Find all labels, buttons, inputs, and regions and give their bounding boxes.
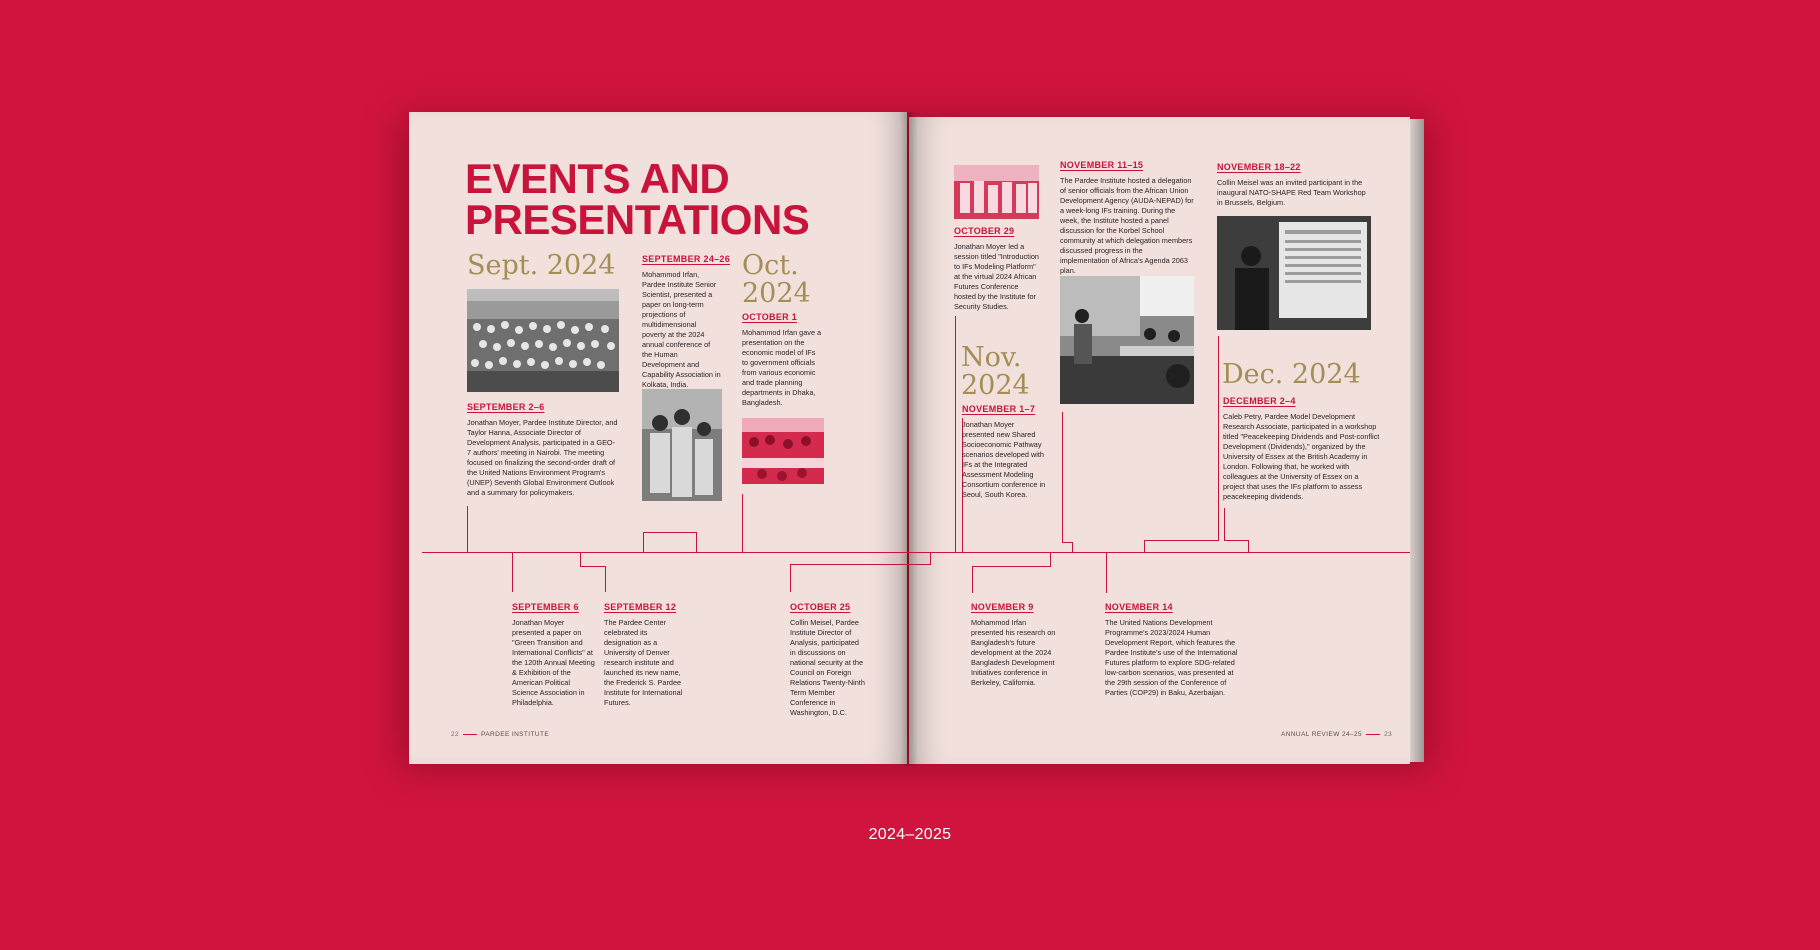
connector-dec-b	[1224, 540, 1248, 541]
connector-nov9-c	[972, 566, 973, 593]
connector-nov9-b	[972, 566, 1051, 567]
timeline-axis	[422, 552, 1410, 553]
connector-sep24-b	[643, 532, 696, 533]
event-text-nov9: Mohammod Irfan presented his research on Bangladesh's future development at the 2024 Bangladesh Development Initiatives conference in Berkeley, California.	[971, 618, 1056, 687]
connector-sep24-c	[696, 532, 697, 552]
folio-right-rule	[1366, 734, 1380, 735]
connector-dec-a	[1224, 508, 1225, 540]
event-text-sep6: Jonathan Moyer presented a paper on "Green Transition and International Conflicts" at the 120th Annual Meeting & Exhibition of the American Political Science Association in Philadelphia.	[512, 618, 595, 707]
page-title	[465, 155, 810, 243]
connector-sep6	[512, 552, 513, 592]
folio-right	[1281, 731, 1392, 738]
event-date-nov1-7: NOVEMBER 1–7	[962, 404, 1036, 414]
event-date-oct25: OCTOBER 25	[790, 602, 851, 612]
connector-nov11-b	[1062, 542, 1072, 543]
photo-dhaka-meeting	[742, 418, 824, 484]
event-text-nov14: The United Nations Development Programme's 2023/2024 Human Development Report, which features the Pardee Institute's use of the International Futures platform to explore SDG-related low-carbon scenarios, was presented at the 29th session of the Conference of Parties (COP29) in Baku, Azerbaijan.	[1105, 618, 1238, 697]
photo-african-futures	[954, 165, 1039, 219]
connector-nov18-b	[1144, 540, 1219, 541]
connector-oct25-a	[930, 552, 931, 564]
book-gutter	[900, 112, 918, 766]
event-text-nov18-22: Collin Meisel was an invited participant in the inaugural NATO-SHAPE Red Team Workshop in Brussels, Belgium.	[1217, 178, 1366, 207]
event-date-sep12: SEPTEMBER 12	[604, 602, 677, 612]
folio-left	[451, 731, 549, 738]
month-oct	[742, 252, 811, 308]
photo-three-people	[642, 389, 722, 501]
event-date-sep24-26: SEPTEMBER 24–26	[642, 254, 731, 264]
folio-left-number: 22	[451, 731, 460, 738]
event-date-oct29: OCTOBER 29	[954, 226, 1015, 236]
connector-nov14	[1106, 552, 1107, 593]
event-date-nov9: NOVEMBER 9	[971, 602, 1034, 612]
page-edge	[1410, 119, 1424, 762]
photo-nato-workshop	[1217, 216, 1371, 330]
connector-sep12-c	[605, 566, 606, 592]
event-text-sep24-26: Mohammod Irfan, Pardee Institute Senior Scientist, presented a paper on long-term projections of multidimensional poverty at the 2024 annual conference of the Human Development and Capability Association in Kolkata, India.	[642, 270, 721, 389]
connector-oct29	[955, 316, 956, 552]
event-date-nov18-22: NOVEMBER 18–22	[1217, 162, 1301, 172]
photo-group-nairobi	[467, 289, 619, 392]
connector-sep2	[467, 506, 468, 552]
connector-sep12-b	[580, 566, 605, 567]
photo-delegation-panel	[1060, 276, 1194, 404]
connector-oct25-b	[790, 564, 931, 565]
year-caption: 2024–2025	[868, 826, 952, 843]
event-date-nov14: NOVEMBER 14	[1105, 602, 1173, 612]
title-line-2: PRESENTATIONS	[465, 196, 810, 243]
folio-left-label: PARDEE INSTITUTE	[481, 731, 550, 738]
event-date-dec2-4: DECEMBER 2–4	[1223, 396, 1296, 406]
event-date-sep2-6: SEPTEMBER 2–6	[467, 402, 545, 412]
connector-nov18-c	[1144, 540, 1145, 552]
event-date-oct1: OCTOBER 1	[742, 312, 798, 322]
event-text-oct29: Jonathan Moyer led a session titled "Introduction to IFs Modeling Platform" at the virtual 2024 African Futures Conference hosted by the Institute for Security Studies.	[954, 242, 1039, 311]
connector-sep24-a	[643, 532, 644, 552]
month-nov-line1: Nov.	[961, 342, 1022, 373]
folio-right-label: ANNUAL REVIEW 24–25	[1281, 731, 1363, 738]
event-text-nov1-7: Jonathan Moyer presented new Shared Socioeconomic Pathway scenarios developed with IFs at the Integrated Assessment Modeling Consortium conference in Seoul, South Korea.	[962, 420, 1046, 499]
connector-oct1	[742, 494, 743, 552]
folio-right-number: 23	[1384, 731, 1393, 738]
connector-oct25-c	[790, 564, 791, 592]
month-nov	[961, 344, 1030, 400]
connector-nov11-a	[1062, 412, 1063, 542]
month-dec: Dec. 2024	[1222, 359, 1361, 390]
month-nov-line2: 2024	[961, 370, 1030, 401]
month-sept: Sept. 2024	[467, 250, 616, 281]
title-line-1: EVENTS AND	[465, 155, 730, 202]
month-oct-line1: Oct.	[742, 250, 799, 281]
folio-left-rule	[463, 734, 477, 735]
event-text-dec2-4: Caleb Petry, Pardee Model Development Research Associate, participated in a workshop titled "Peacekeeping Dividends and Post-conflict Development (Dividends)," organized by the University of Essex at the British Academy in London. Following that, he worked with colleagues at the University of Essex on a project that uses the IFs platform to assess peacekeeping dividends.	[1223, 412, 1380, 501]
event-date-sep6: SEPTEMBER 6	[512, 602, 579, 612]
event-text-oct1: Mohammod Irfan gave a presentation on the economic model of IFs to government officials from various economic and trade planning departments in Dhaka, Bangladesh.	[742, 328, 822, 407]
connector-nov11-c	[1072, 542, 1073, 552]
connector-nov18-a	[1218, 336, 1219, 540]
event-text-oct25: Collin Meisel, Pardee Institute Director of Analysis, participated in discussions on national security at the Council on Foreign Relations Twenty-Ninth Term Member Conference in Washington, D.C.	[790, 618, 865, 717]
event-date-nov11-15: NOVEMBER 11–15	[1060, 160, 1144, 170]
connector-nov9-a	[1050, 552, 1051, 566]
event-text-nov11-15: The Pardee Institute hosted a delegation of senior officials from the African Union Development Agency (AUDA-NEPAD) for a week-long IFs training. During the week, the Institute hosted a panel discussion for the Korbel School community at which delegation members discussed progress in the implementation of Africa's Agenda 2063 plan.	[1060, 176, 1194, 275]
connector-sep12-a	[580, 552, 581, 566]
month-oct-line2: 2024	[742, 278, 811, 309]
event-text-sep12: The Pardee Center celebrated its designation as a University of Denver research institute and launched its new name, the Frederick S. Pardee Institute for International Futures.	[604, 618, 683, 707]
event-text-sep2-6: Jonathan Moyer, Pardee Institute Director, and Taylor Hanna, Associate Director of Development Analysis, participated in a GEO-7 authors' meeting in Nairobi. The meeting focused on finalizing the second-order draft of the United Nations Environment Program's (UNEP) Seventh Global Environment Outlook and a summary for policymakers.	[467, 418, 618, 497]
connector-dec-c	[1248, 540, 1249, 552]
